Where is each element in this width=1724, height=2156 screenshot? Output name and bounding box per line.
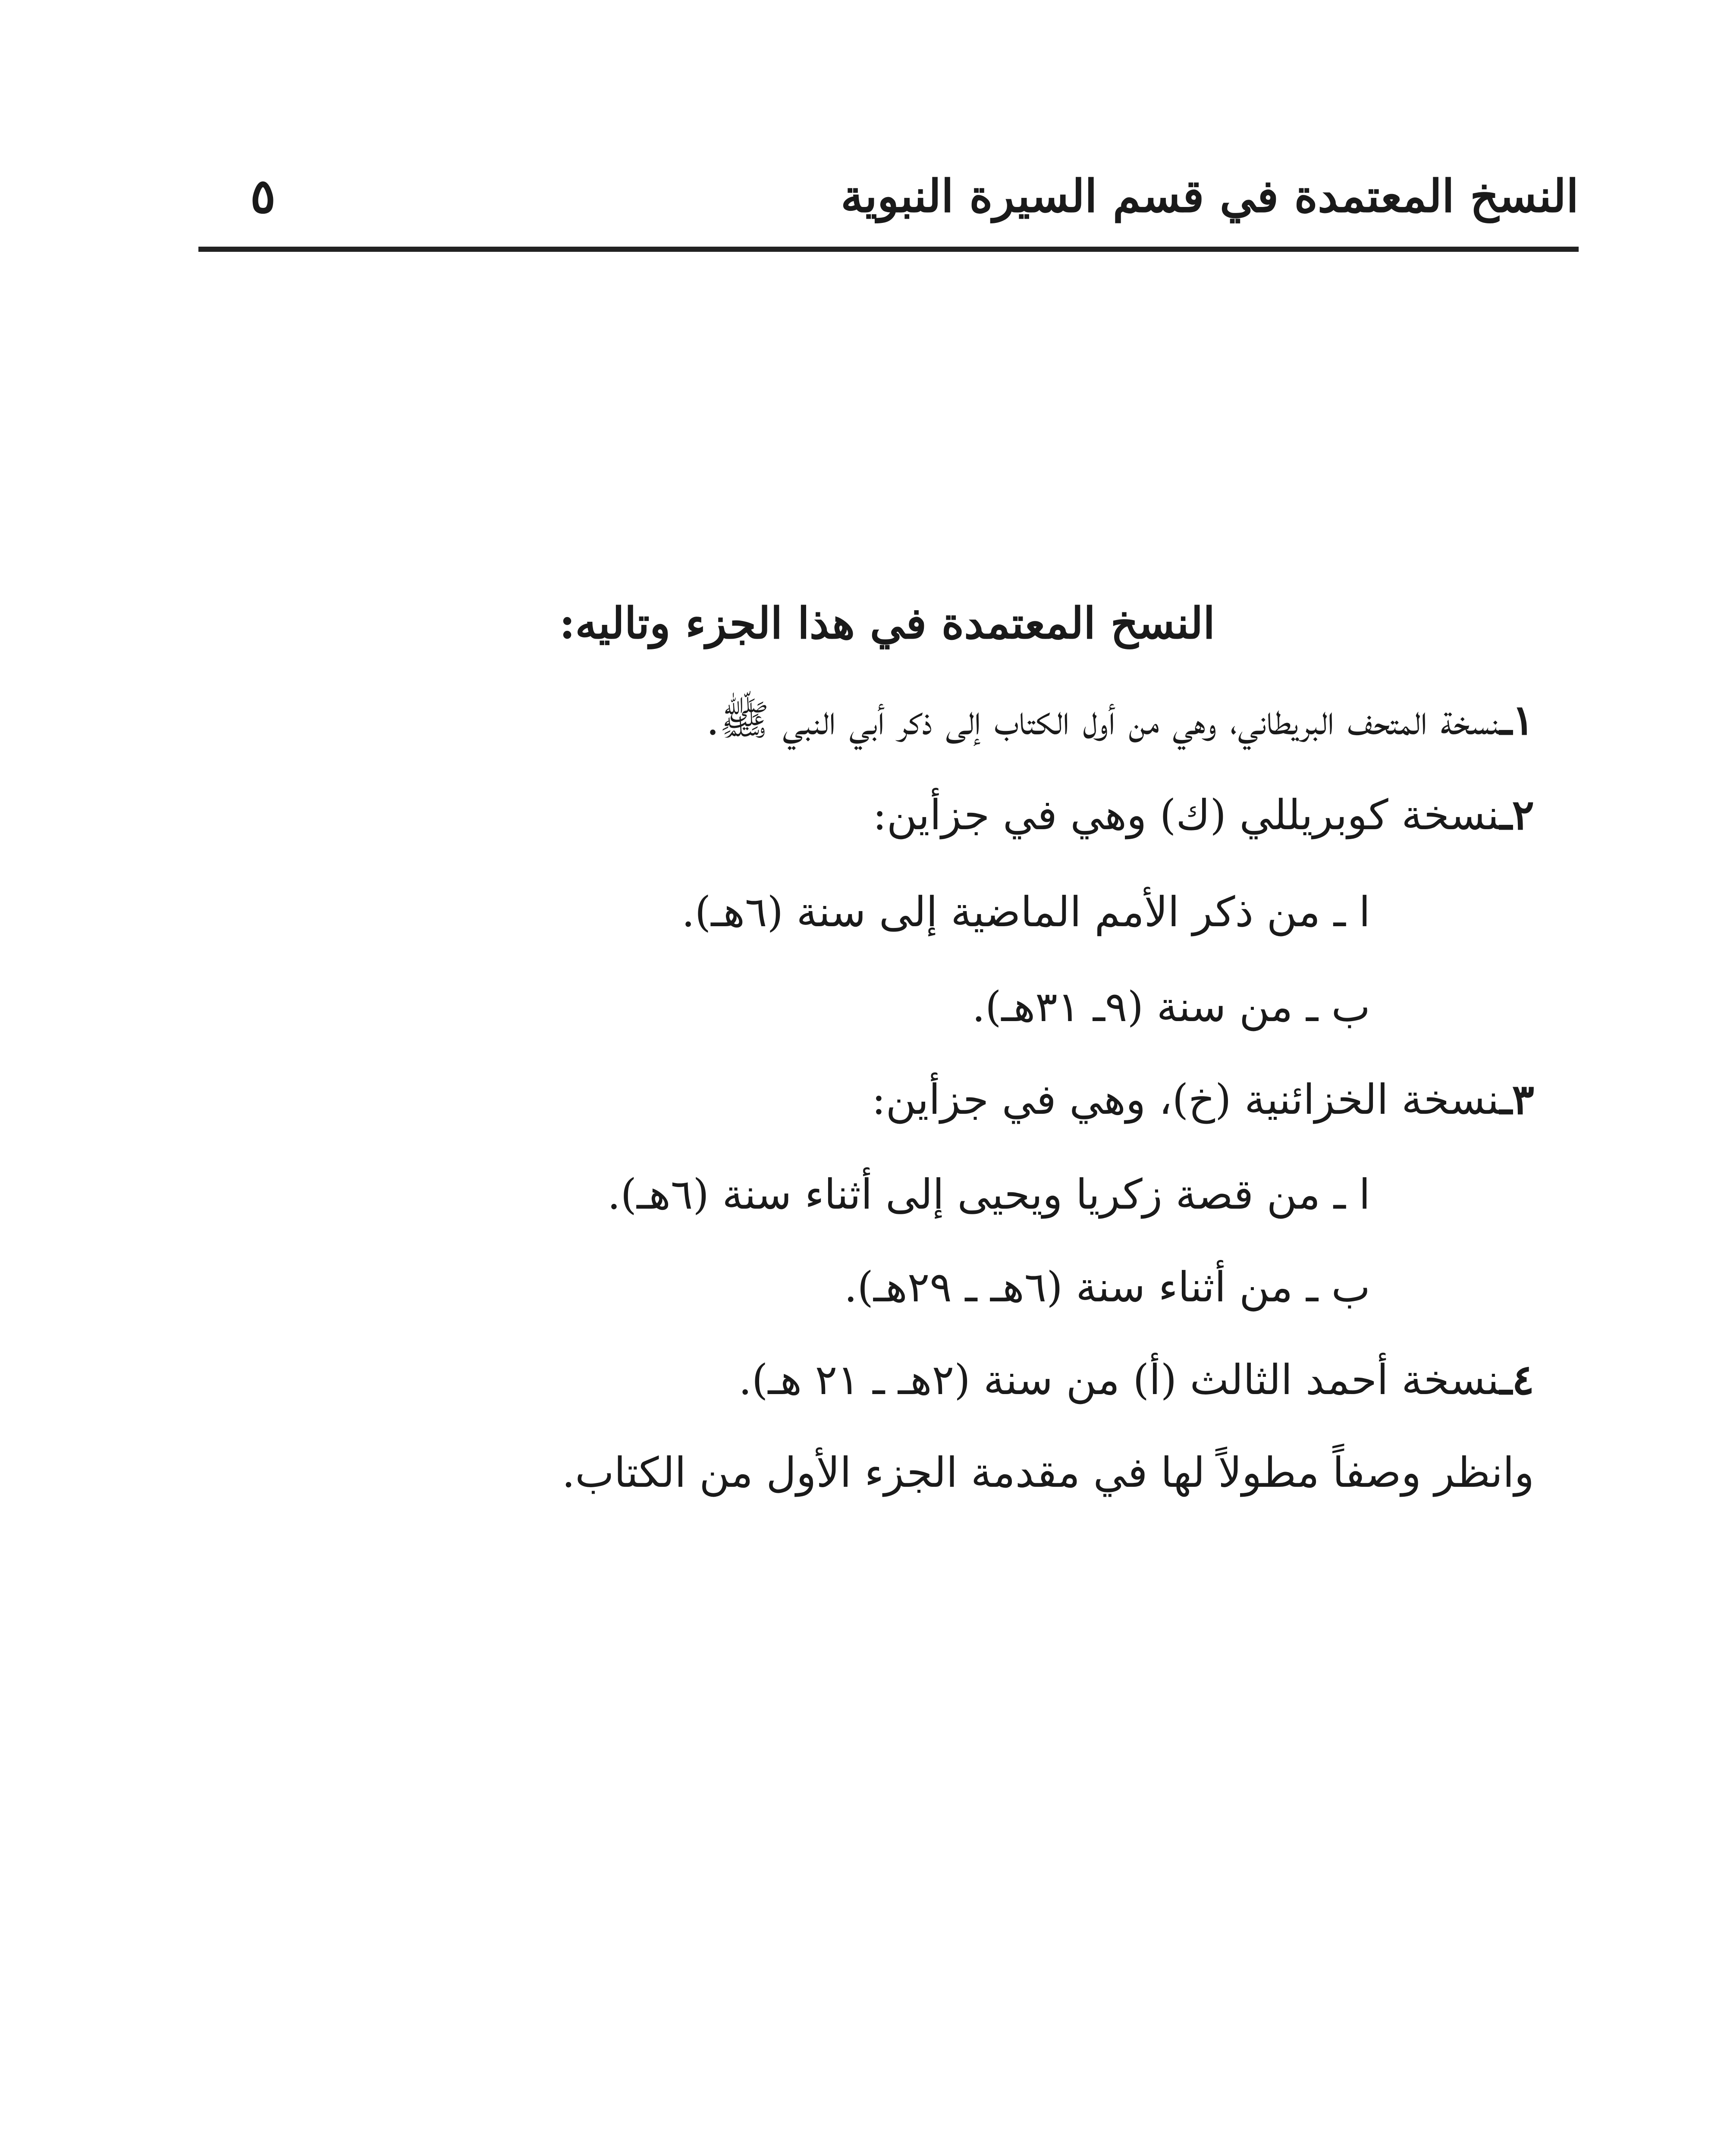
sub-item-2a: ا ـ من ذكر الأمم الماضية إلى سنة (٦هـ).: [681, 888, 1370, 936]
list-item-4: [738, 1350, 1534, 1410]
sub-item-2b: ب ـ من سنة (٩ـ ٣١هـ).: [972, 983, 1370, 1031]
list-item-number: ١ـ: [1500, 696, 1534, 744]
header-rule: [198, 247, 1579, 252]
list-item-number: ٤ـ: [1500, 1355, 1534, 1404]
list-item-number: ٢ـ: [1500, 790, 1534, 839]
list-item-1: [706, 690, 1534, 750]
list-item-text: نسخة كوبريللي (ك) وهي في جزأين:: [873, 791, 1500, 839]
section-heading: النسخ المعتمدة في هذا الجزء وتاليه:: [559, 598, 1215, 649]
sub-item-3a: ا ـ من قصة زكريا ويحيى إلى أثناء سنة (٦هـ).: [607, 1170, 1370, 1219]
list-item-text: نسخة الخزائنية (خ)، وهي في جزأين:: [872, 1075, 1500, 1124]
page-number: ٥: [250, 168, 276, 224]
list-item-number: ٣ـ: [1500, 1075, 1534, 1124]
running-head: [198, 164, 1579, 246]
sub-item-3b: ب ـ من أثناء سنة (٦هـ ـ ٢٩هـ).: [844, 1263, 1370, 1311]
list-item-text: نسخة المتحف البريطاني، وهي من أول الكتاب إلى ذكر أبي النبي ﷺ.: [706, 696, 1500, 744]
running-title: النسخ المعتمدة في قسم السيرة النبوية: [841, 169, 1579, 222]
list-item-text: نسخة أحمد الثالث (أ) من سنة (٢هـ ـ ٢١ هـ).: [738, 1356, 1500, 1404]
closing-note: وانظر وصفاً مطولاً لها في مقدمة الجزء الأول من الكتاب.: [562, 1448, 1534, 1497]
list-item-2: [873, 785, 1534, 845]
list-item-3: [872, 1069, 1534, 1130]
